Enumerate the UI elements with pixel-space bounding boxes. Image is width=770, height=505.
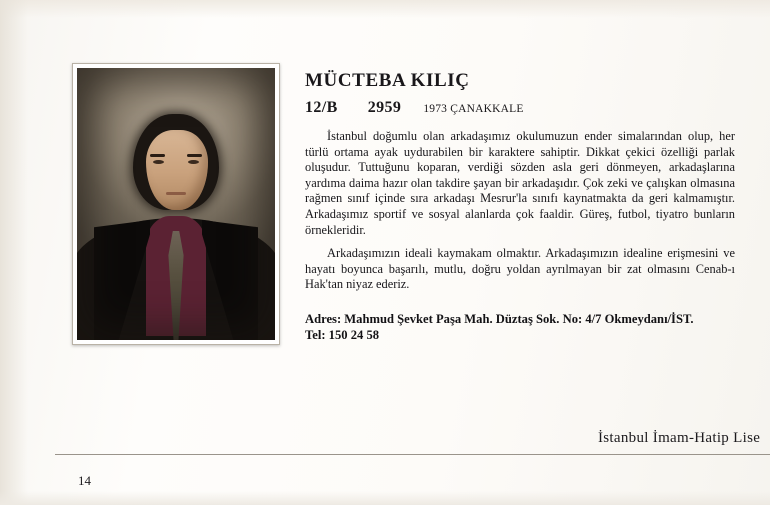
footer-school-name: İstanbul İmam-Hatip Lise bbox=[598, 430, 761, 446]
scan-edge-shadow bbox=[0, 0, 28, 505]
student-photo-frame bbox=[72, 63, 280, 345]
biography-paragraph-2: Arkadaşımızın ideali kaymakam olmaktır. Arkadaşımızın idealine erişmesini ve hayatı boyunca başarılı, mutlu, doğru yoldan ayrılmayan bir zat olmasını Cenab-ı Hak'tan niyaz ederiz. bbox=[305, 246, 735, 292]
student-name: MÜCTEBA KILIÇ bbox=[305, 70, 470, 91]
portrait-vignette bbox=[77, 68, 275, 340]
contact-phone: Tel: 150 24 58 bbox=[305, 327, 380, 342]
footer-divider bbox=[55, 454, 770, 455]
student-meta-row bbox=[305, 99, 735, 117]
contact-block bbox=[305, 311, 735, 343]
biography-paragraph-1: İstanbul doğumlu olan arkadaşımız okulumuzun ender simalarından olup, her türlü ortama ayak uydurabilen bir karaktere sahiptir. Dikkat çekici özelliği parlak oluşudur. Tuttuğunu koparan, verdiği sözden asla geri dönmeyen, arkadaşlarına yardıma daima hazır olan takdire şayan bir arkadaşıdır. Çok zeki ve çalışkan olmasına rağmen sınıf içinde sıra arkadaşı Mesrur'la sınıfı kaynatmakta da geri kalmamıştır. Arkadaşımız sportif ve sosyal alanlarda çok faaldir. Güreş, futbol, tiyatro bunların örnekleridir. bbox=[305, 129, 735, 237]
student-number: 2959 bbox=[367, 99, 402, 116]
page-number: 14 bbox=[78, 473, 91, 488]
student-birth-info: 1973 ÇANAKKALE bbox=[423, 103, 524, 115]
student-entry bbox=[305, 70, 735, 343]
contact-address: Adres: Mahmud Şevket Paşa Mah. Düztaş Sok. No: 4/7 Okmeydanı/İST. bbox=[305, 311, 694, 326]
student-class: 12/B bbox=[305, 99, 338, 116]
student-portrait-photo bbox=[77, 68, 275, 340]
